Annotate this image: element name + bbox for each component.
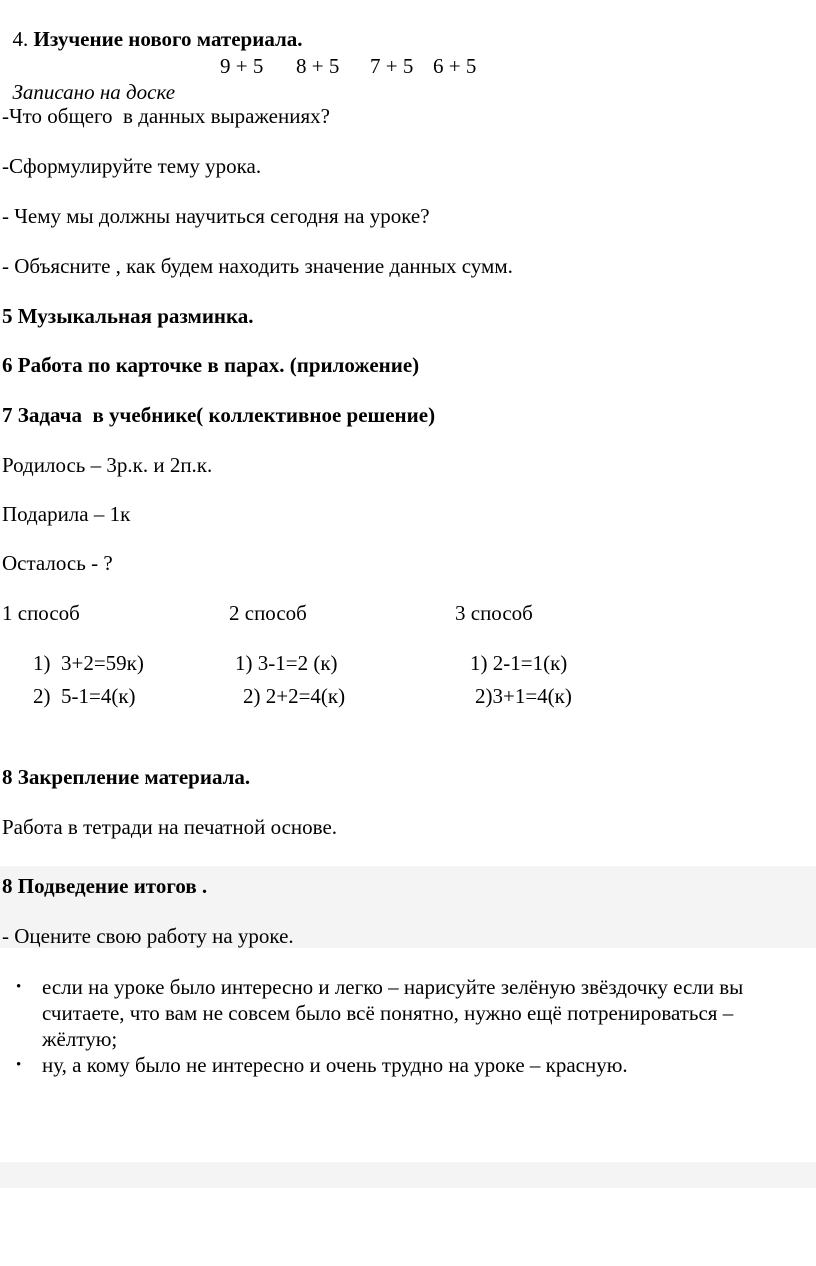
method-1-header: 1 способ (2, 601, 80, 625)
method-2-step-2: 2) 2+2=4(к) (243, 684, 346, 708)
board-expression-3: 7 + 5 (370, 54, 414, 78)
method-3-header: 3 способ (455, 601, 533, 625)
method-2-step-1: 1) 3-1=2 (к) (235, 651, 338, 675)
question-4: - Объясните , как будем находить значение данных сумм. (2, 254, 513, 278)
board-label: Записано на доске (12, 80, 176, 104)
section-5-heading: 5 Музыкальная разминка. (2, 304, 254, 328)
list-item (0, 1052, 790, 1078)
board-expression-1: 9 + 5 (220, 54, 264, 78)
section-7-heading: 7 Задача в учебнике( коллективное решение) (2, 403, 436, 427)
task-left: Осталось - ? (2, 551, 113, 575)
question-2: -Сформулируйте тему урока. (2, 154, 262, 178)
section-4-number: 4. (12, 27, 34, 51)
board-expression-4: 6 + 5 (433, 54, 477, 78)
section-4-title: Изучение нового материала. (33, 27, 303, 51)
bullet-icon: • (16, 979, 22, 995)
method-2-header: 2 способ (229, 601, 307, 625)
consolidation-text: Работа в тетради на печатной основе. (2, 815, 338, 839)
question-3: - Чему мы должны научиться сегодня на уроке? (2, 204, 430, 228)
method-1-step-1: 1) 3+2=59к) (33, 651, 144, 675)
list-item-text: ну, а кому было не интересно и очень трудно на уроке – красную. (42, 1053, 628, 1077)
task-born: Родилось – 3р.к. и 2п.к. (2, 453, 213, 477)
task-gave: Подарила – 1к (2, 502, 131, 526)
list-item-text: если на уроке было интересно и легко – нарисуйте зелёную звёздочку если вы считаете, что вам не совсем было всё понятно, нужно ещё потренироваться – жёлтую; (42, 975, 744, 1051)
bullet-icon: • (16, 1057, 22, 1073)
method-3-step-1: 1) 2-1=1(к) (470, 651, 568, 675)
list-item (0, 974, 790, 1052)
evaluation-list (0, 974, 790, 1078)
board-line (2, 53, 175, 105)
section-6-heading: 6 Работа по карточке в парах. (приложение) (2, 353, 420, 377)
board-expression-2: 8 + 5 (296, 54, 340, 78)
section-4-heading (2, 0, 303, 52)
summary-text: - Оцените свою работу на уроке. (2, 924, 294, 948)
method-3-step-2: 2)3+1=4(к) (475, 684, 572, 708)
method-1-step-2: 2) 5-1=4(к) (33, 684, 136, 708)
section-8-summary-heading: 8 Подведение итогов . (2, 874, 208, 898)
footer-shaded-band (0, 1162, 816, 1188)
section-8-consolidation-heading: 8 Закрепление материала. (2, 765, 251, 789)
question-1: -Что общего в данных выражениях? (2, 104, 330, 128)
